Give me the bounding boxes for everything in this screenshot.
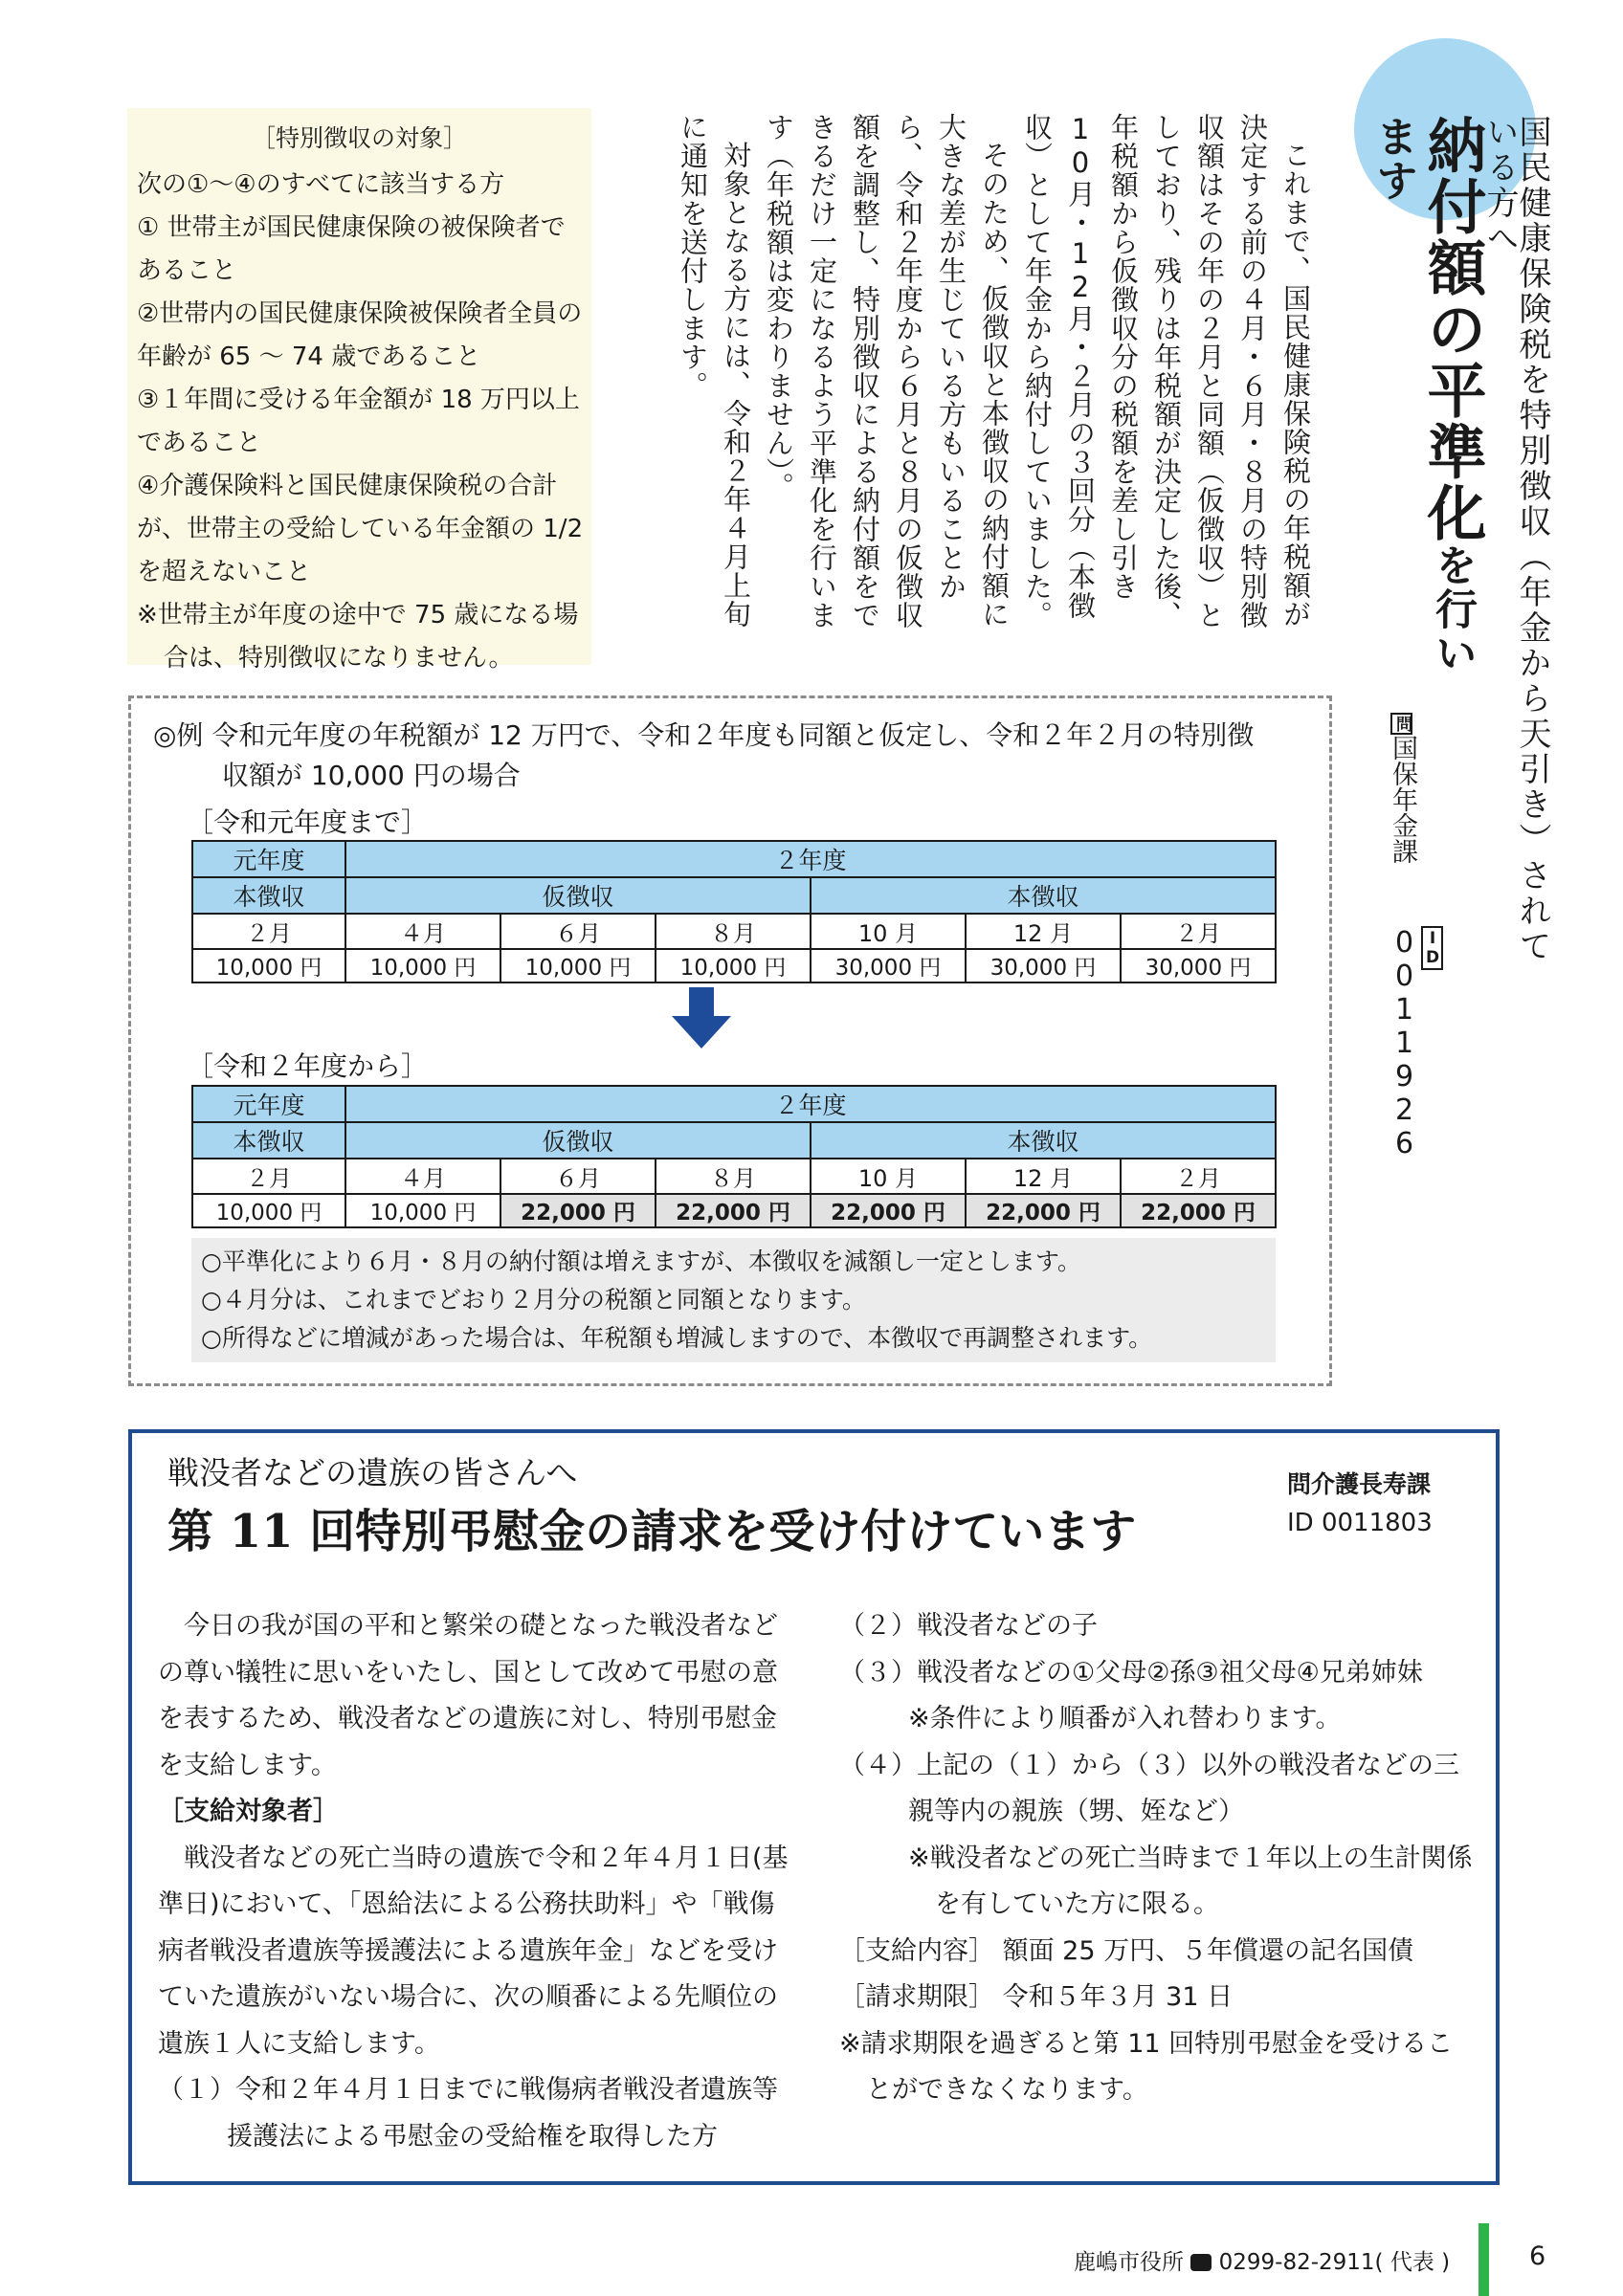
eligible-item-2: （２）戦没者などの子	[839, 1611, 1098, 1641]
target-line: あること	[137, 256, 237, 285]
article-subtitle: 国民健康保険税を特別徴収（年金から天引き）されている方へ	[1480, 115, 1551, 964]
target-line: ※世帯主が年度の途中で 75 歳になる場	[137, 601, 579, 629]
target-line: であること	[137, 429, 262, 457]
claim-deadline: ［請求期限］ 令和５年３月 31 日	[839, 1982, 1234, 2012]
before-table-wrap	[191, 840, 1277, 983]
department-name: 国保年金課	[1388, 735, 1417, 864]
table-header-cell: 元年度	[192, 841, 345, 877]
eligible-item-1: （１）令和２年４月１日までに戦傷病者戦没者遺族等援護法による弔慰金の受給権を取得した方	[158, 2075, 778, 2152]
eligible-item-3: （３）戦没者などの①父母②孫③祖父母④兄弟姉妹	[839, 1657, 1423, 1688]
eligible-item-4: （４）上記の（１）から（３）以外の戦没者などの三親等内の親族（甥、姪など）	[839, 1750, 1459, 1826]
table-header-cell: 仮徴収	[345, 1122, 811, 1159]
amount-cell: 30,000 円	[966, 949, 1121, 982]
note-line: ○所得などに増減があった場合は、年税額も増減しますので、本徴収で再調整されます。	[201, 1324, 1153, 1352]
target-conditions-box	[127, 108, 591, 673]
payment-content: ［支給内容］ 額面 25 万円、５年償還の記名国債	[839, 1935, 1414, 1966]
target-line: ②世帯内の国民健康保険被保険者全員の	[137, 299, 583, 328]
bereaved-subtitle: 戦没者などの遺族の皆さんへ	[167, 1454, 578, 1491]
month-cell: ８月	[656, 1159, 811, 1194]
phone-icon	[1190, 2254, 1212, 2271]
amount-cell: 10,000 円	[656, 949, 811, 982]
page-accent-bar	[1478, 2223, 1489, 2296]
adjusted-amount-cell: 22,000 円	[656, 1194, 811, 1227]
before-section-title: ［令和元年度まで］	[187, 806, 429, 838]
article-title-main: 納付額の平準化	[1417, 115, 1487, 543]
note-line: ○平準化により６月・８月の納付額は増えますが、本徴収を減額し一定とします。	[201, 1247, 1081, 1275]
bereaved-department: 問介護長寿課	[1287, 1470, 1432, 1498]
target-line: ① 世帯主が国民健康保険の被保険者で	[137, 213, 566, 242]
table-header-cell: 仮徴収	[345, 877, 811, 914]
inquiry-tag-icon: 問	[1390, 713, 1412, 735]
target-title: ［特別徴収の対象］	[251, 124, 467, 152]
after-section-title: ［令和２年度から］	[187, 1050, 429, 1082]
article-id	[1388, 926, 1447, 1160]
table-header-cell: 本徴収	[192, 877, 345, 914]
example-heading	[153, 716, 1301, 796]
intro-paragraph: 対象となる方には、令和２年４月上旬に通知を送付します。	[677, 113, 752, 629]
month-cell: ４月	[345, 914, 500, 949]
id-value: 0011926	[1388, 926, 1421, 1160]
target-line: 合は、特別徴収になりません。	[164, 644, 514, 673]
adjusted-amount-cell: 22,000 円	[1121, 1194, 1276, 1227]
bereaved-id: ID 0011803	[1287, 1509, 1433, 1537]
amount-cell: 30,000 円	[1121, 949, 1276, 982]
footer-contact	[1074, 2244, 1450, 2276]
eligible-item-3-note: ※条件により順番が入れ替わります。	[908, 1704, 1342, 1733]
amount-cell: 10,000 円	[192, 1194, 345, 1227]
month-cell: ２月	[192, 1159, 345, 1194]
adjusted-amount-cell: 22,000 円	[500, 1194, 656, 1227]
month-cell: ２月	[1121, 914, 1276, 949]
example-notes	[191, 1238, 1276, 1362]
month-cell: 12 月	[966, 1159, 1121, 1194]
intro-paragraph: これまで、国民健康保険税の年税額が決定する前の４月・６月・８月の特別徴収額はその年の２月と同額（仮徴収）としており、残りは年税額が決定した後、年税額から仮徴収分の税額を差し引き10月・12月・２月の３回分（本徴収）として年金から納付していました。	[1021, 113, 1312, 629]
table-header-cell: 本徴収	[811, 877, 1276, 914]
article-title-tail: を行います	[1368, 115, 1477, 675]
table-header-cell: 本徴収	[811, 1122, 1276, 1159]
month-cell: ４月	[345, 1159, 500, 1194]
month-cell: 10 月	[811, 914, 966, 949]
month-cell: ８月	[656, 914, 811, 949]
bereaved-title: 第 11 回特別弔慰金の請求を受け付けています	[167, 1505, 1137, 1558]
adjusted-amount-cell: 22,000 円	[811, 1194, 966, 1227]
amount-cell: 30,000 円	[811, 949, 966, 982]
target-line: 年齢が 65 ～ 74 歳であること	[137, 342, 481, 371]
month-cell: 12 月	[966, 914, 1121, 949]
intro-paragraph: そのため、仮徴収と本徴収の納付額に大きな差が生じている方もいることから、令和２年度から６月と８月の仮徴収額を調整し、特別徴収による納付額をできるだけ一定になるよう平準化を行います（年税額は変わりません）。	[763, 113, 1011, 629]
month-cell: 10 月	[811, 1159, 966, 1194]
amount-cell: 10,000 円	[345, 949, 500, 982]
eligible-item-4-note: ※戦没者などの死亡当時まで１年以上の生計関係を有していた方に限る。	[908, 1843, 1473, 1919]
after-table-wrap	[191, 1085, 1277, 1228]
adjusted-amount-cell: 22,000 円	[966, 1194, 1121, 1227]
table-header-cell: ２年度	[345, 841, 1276, 877]
article-title	[1363, 115, 1487, 689]
amount-cell: 10,000 円	[345, 1194, 500, 1227]
eligible-text: 戦没者などの死亡当時の遺族で令和２年４月１日(基準日)において、「恩給法による公務扶助料」や「戦傷病者戦没者遺族等援護法による遺族年金」などを受けていた遺族がいない場合に、次の順番による先順位の遺族１人に支給します。	[158, 1843, 789, 2059]
arrow-down-icon	[670, 987, 733, 1050]
month-cell: ６月	[500, 914, 656, 949]
footer-phone: 0299-82-2911( 代表 )	[1218, 2250, 1451, 2275]
eligible-heading: ［支給対象者］	[158, 1797, 339, 1826]
target-line: が、世帯主の受給している年金額の 1/2	[137, 515, 584, 543]
intro-body	[671, 113, 1317, 649]
footer-office: 鹿嶋市役所	[1074, 2250, 1184, 2275]
before-schedule-table	[191, 840, 1277, 983]
example-line: ◎例 令和元年度の年税額が 12 万円で、令和２年度も同額と仮定し、令和２年２月の特別徴	[153, 719, 1255, 751]
month-cell: ６月	[500, 1159, 656, 1194]
bereaved-right-column	[839, 1603, 1476, 2114]
example-line: 収額が 10,000 円の場合	[222, 760, 521, 791]
target-line: ③１年間に受ける年金額が 18 万円以上	[137, 386, 580, 414]
target-line: ④介護保険料と国民健康保険税の合計	[137, 472, 558, 500]
bereaved-intro: 今日の我が国の平和と繁栄の礎となった戦没者などの尊い犠牲に思いをいたし、国として改めて弔慰の意を表するため、戦没者などの遺族に対し、特別弔慰金を支給します。	[158, 1611, 778, 1780]
target-line: を超えないこと	[137, 558, 312, 586]
month-cell: ２月	[192, 914, 345, 949]
article-department	[1390, 713, 1415, 942]
deadline-note: ※請求期限を過ぎると第 11 回特別弔慰金を受けることができなくなります。	[839, 2028, 1454, 2105]
amount-cell: 10,000 円	[500, 949, 656, 982]
page-number: 6	[1529, 2241, 1546, 2271]
id-tag-icon: ID	[1421, 926, 1443, 970]
amount-cell: 10,000 円	[192, 949, 345, 982]
note-line: ○４月分は、これまでどおり２月分の税額と同額となります。	[201, 1286, 866, 1314]
after-schedule-table	[191, 1085, 1277, 1228]
table-header-cell: 本徴収	[192, 1122, 345, 1159]
table-header-cell: ２年度	[345, 1086, 1276, 1122]
bereaved-left-column	[158, 1603, 791, 2160]
table-header-cell: 元年度	[192, 1086, 345, 1122]
month-cell: ２月	[1121, 1159, 1276, 1194]
target-line: 次の①～④のすべてに該当する方	[137, 170, 505, 199]
